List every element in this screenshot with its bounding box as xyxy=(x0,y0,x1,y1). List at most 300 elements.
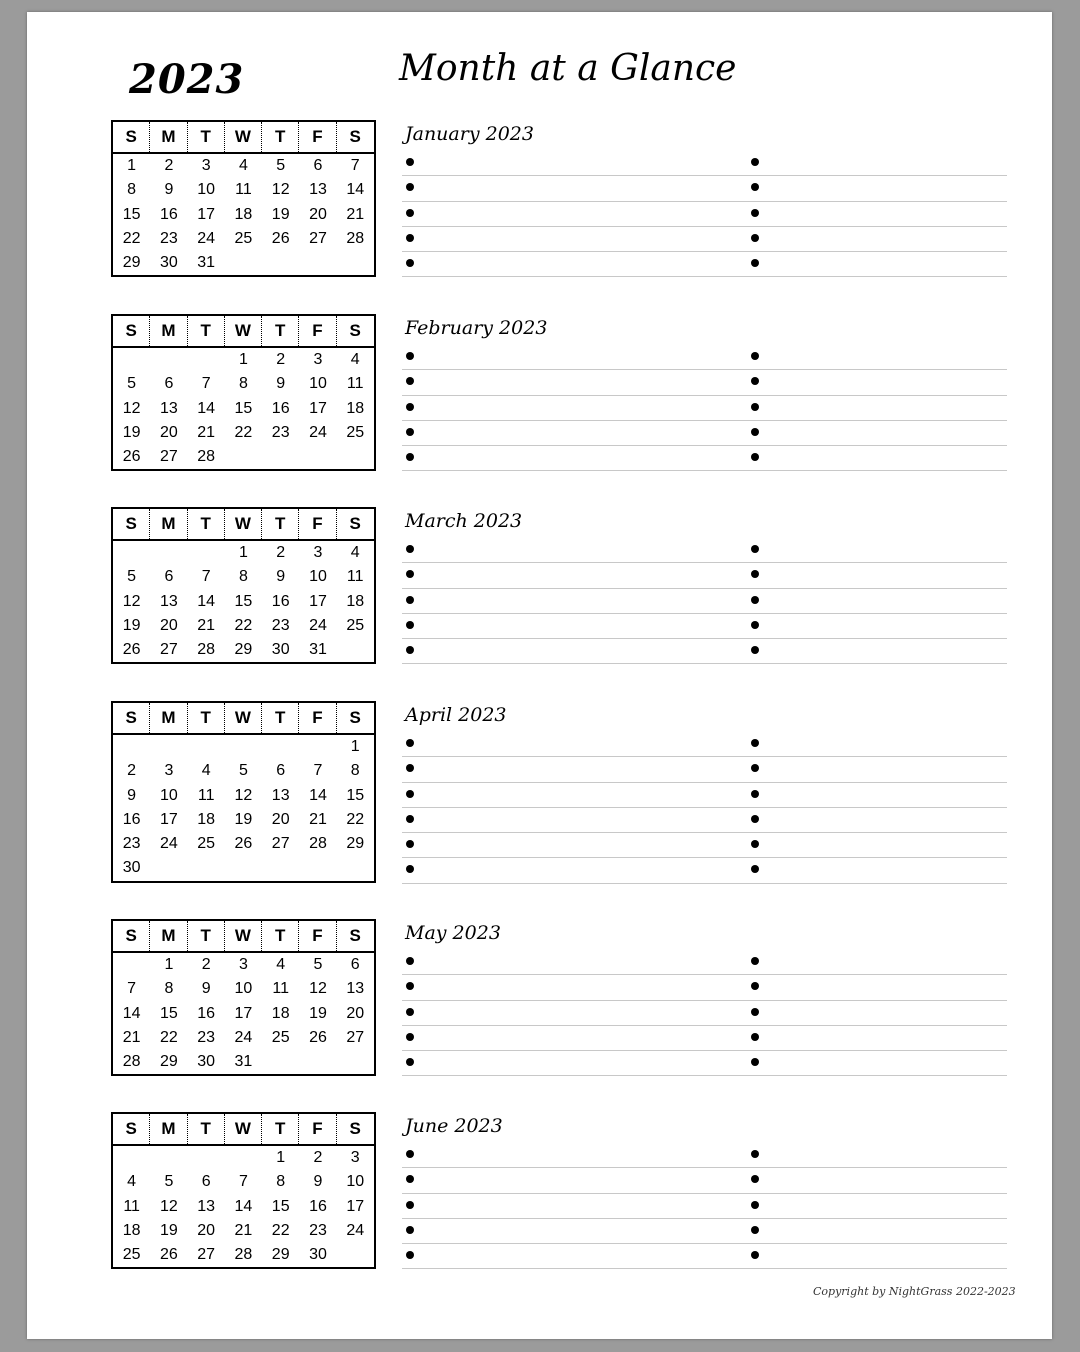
calendar-day: 11 xyxy=(272,980,289,998)
note-line xyxy=(402,1219,1007,1244)
calendar-week-row xyxy=(113,1146,374,1170)
calendar-day: 19 xyxy=(122,616,141,634)
calendar-day: 27 xyxy=(197,1246,216,1264)
calendar-day: 12 xyxy=(271,181,290,199)
calendar-day: 15 xyxy=(271,1197,290,1215)
calendar-day: 12 xyxy=(234,786,253,804)
calendar-day: 22 xyxy=(122,229,141,247)
bullet-icon xyxy=(406,1058,414,1066)
calendar-day xyxy=(150,856,187,880)
bullet-icon xyxy=(406,790,414,798)
calendar-day: 7 xyxy=(238,1173,248,1191)
calendar-day: 1 xyxy=(238,351,248,368)
bullet-icon xyxy=(751,1033,759,1041)
calendar-day xyxy=(113,1146,150,1170)
bullet-icon xyxy=(406,234,414,242)
calendar-day: 3 xyxy=(313,351,323,368)
weekday-label: S xyxy=(349,1119,361,1138)
weekday-header xyxy=(113,316,374,348)
bullet-icon xyxy=(406,259,414,267)
note-line xyxy=(402,252,1007,277)
calendar-day: 3 xyxy=(313,544,323,561)
calendar-day xyxy=(299,856,336,880)
calendar-day: 4 xyxy=(350,544,360,561)
bullet-icon xyxy=(751,764,759,772)
calendar-day: 26 xyxy=(309,1028,327,1046)
note-line xyxy=(402,396,1007,421)
calendar-day: 16 xyxy=(197,1004,216,1022)
calendar-day xyxy=(337,251,374,275)
calendar-day: 26 xyxy=(271,229,290,247)
calendar-day: 2 xyxy=(276,351,286,368)
note-line xyxy=(402,176,1007,201)
month-title: January 2023 xyxy=(405,123,534,145)
calendar-day: 9 xyxy=(313,1173,323,1191)
calendar-week-row xyxy=(113,348,374,372)
calendar-day: 13 xyxy=(346,980,365,998)
calendar-day: 27 xyxy=(271,835,290,853)
calendar-day: 6 xyxy=(201,1173,211,1191)
weekday-label: S xyxy=(113,509,150,539)
calendar-day: 16 xyxy=(309,1197,327,1215)
calendar-day: 6 xyxy=(276,762,286,780)
calendar-day xyxy=(337,856,374,880)
calendar-day: 7 xyxy=(201,375,211,393)
calendar-day: 17 xyxy=(234,1004,253,1022)
calendar-day: 5 xyxy=(127,375,137,393)
note-line xyxy=(402,808,1007,833)
calendar-day: 16 xyxy=(271,399,290,417)
calendar-day: 12 xyxy=(122,592,141,610)
bullet-icon xyxy=(406,183,414,191)
bullet-icon xyxy=(406,815,414,823)
calendar-day: 12 xyxy=(309,980,327,998)
weekday-label: F xyxy=(299,1114,336,1144)
bullet-icon xyxy=(406,840,414,848)
calendar-day: 24 xyxy=(346,1221,365,1239)
note-line xyxy=(402,1051,1007,1076)
calendar-day: 14 xyxy=(122,1004,141,1022)
calendar-day: 23 xyxy=(122,835,141,853)
bullet-icon xyxy=(406,428,414,436)
calendar-day: 31 xyxy=(309,641,327,659)
notes-lines xyxy=(402,151,1007,277)
weekday-label: S xyxy=(349,926,361,945)
calendar-day: 6 xyxy=(164,568,174,586)
note-line xyxy=(402,202,1007,227)
bullet-icon xyxy=(406,1150,414,1158)
weekday-label: T xyxy=(262,1114,299,1144)
notes-lines xyxy=(402,950,1007,1076)
calendar-day xyxy=(299,251,336,275)
bullet-icon xyxy=(406,957,414,965)
calendar-day: 7 xyxy=(127,980,137,998)
bullet-icon xyxy=(751,596,759,604)
bullet-icon xyxy=(751,646,759,654)
calendar-week-row xyxy=(113,1243,374,1267)
calendar-day: 23 xyxy=(160,229,178,247)
calendar-day: 28 xyxy=(346,229,365,247)
weekday-label: T xyxy=(188,703,225,733)
calendar-day xyxy=(299,735,336,759)
calendar-day: 22 xyxy=(234,616,253,634)
calendar-week-row xyxy=(113,1219,374,1243)
calendar-day: 4 xyxy=(350,351,360,368)
calendar-day: 2 xyxy=(127,762,137,780)
calendar-day: 2 xyxy=(201,956,211,973)
calendar-day: 14 xyxy=(197,592,216,610)
weekday-header xyxy=(113,509,374,541)
calendar-day: 30 xyxy=(309,1246,327,1264)
calendar-day: 1 xyxy=(350,738,360,755)
bullet-icon xyxy=(751,183,759,191)
mini-calendar xyxy=(111,701,376,883)
calendar-day: 10 xyxy=(234,980,253,998)
calendar-day: 28 xyxy=(234,1246,253,1264)
bullet-icon xyxy=(751,570,759,578)
calendar-day xyxy=(188,856,225,880)
bullet-icon xyxy=(751,428,759,436)
calendar-day: 23 xyxy=(197,1028,216,1046)
notes-lines xyxy=(402,732,1007,884)
calendar-day: 18 xyxy=(346,592,365,610)
notes-lines xyxy=(402,1143,1007,1269)
calendar-day: 27 xyxy=(346,1028,365,1046)
calendar-week-row xyxy=(113,178,374,202)
calendar-day: 30 xyxy=(271,641,290,659)
calendar-day: 10 xyxy=(160,786,178,804)
weekday-label: F xyxy=(299,921,336,951)
calendar-day xyxy=(188,735,225,759)
calendar-day: 31 xyxy=(197,254,216,272)
calendar-day: 22 xyxy=(160,1028,178,1046)
bullet-icon xyxy=(406,352,414,360)
calendar-week-row xyxy=(113,565,374,589)
bullet-icon xyxy=(406,453,414,461)
calendar-day: 14 xyxy=(197,399,216,417)
calendar-day: 28 xyxy=(122,1053,141,1071)
weekday-label: W xyxy=(225,509,262,539)
calendar-week-row xyxy=(113,638,374,662)
calendar-day: 29 xyxy=(160,1053,178,1071)
calendar-week-row xyxy=(113,1002,374,1026)
calendar-day: 13 xyxy=(160,592,178,610)
month-title: April 2023 xyxy=(405,704,507,726)
calendar-day: 22 xyxy=(234,423,253,441)
calendar-day: 24 xyxy=(197,229,216,247)
weekday-label: S xyxy=(113,703,150,733)
calendar-day: 16 xyxy=(271,592,290,610)
note-line xyxy=(402,589,1007,614)
weekday-label: W xyxy=(225,1114,262,1144)
calendar-day xyxy=(262,735,299,759)
calendar-day: 7 xyxy=(201,568,211,586)
calendar-week-row xyxy=(113,372,374,396)
calendar-day: 26 xyxy=(234,835,253,853)
weekday-label: S xyxy=(349,708,361,727)
notes-lines xyxy=(402,345,1007,471)
calendar-day: 7 xyxy=(350,157,360,174)
calendar-day xyxy=(113,735,150,759)
bullet-icon xyxy=(406,739,414,747)
weekday-label: T xyxy=(262,316,299,346)
weekday-label: T xyxy=(188,316,225,346)
bullet-icon xyxy=(751,1226,759,1234)
note-line xyxy=(402,563,1007,588)
calendar-day: 17 xyxy=(309,592,327,610)
calendar-day: 29 xyxy=(122,254,141,272)
bullet-icon xyxy=(406,1226,414,1234)
calendar-week-row xyxy=(113,735,374,759)
calendar-week-row xyxy=(113,856,374,880)
calendar-day: 18 xyxy=(122,1221,141,1239)
calendar-day: 20 xyxy=(160,616,178,634)
note-line xyxy=(402,1168,1007,1193)
weekday-label: T xyxy=(188,1114,225,1144)
bullet-icon xyxy=(406,209,414,217)
note-line xyxy=(402,858,1007,883)
weekday-label: W xyxy=(225,122,262,152)
calendar-day: 1 xyxy=(164,956,174,973)
calendar-week-row xyxy=(113,590,374,614)
calendar-day: 22 xyxy=(271,1221,290,1239)
note-line xyxy=(402,732,1007,757)
calendar-day: 3 xyxy=(350,1149,360,1166)
calendar-day: 8 xyxy=(127,181,137,199)
calendar-day: 10 xyxy=(309,568,327,586)
calendar-day: 28 xyxy=(197,641,216,659)
bullet-icon xyxy=(406,1175,414,1183)
bullet-icon xyxy=(751,403,759,411)
calendar-day: 30 xyxy=(122,859,141,877)
month-title: February 2023 xyxy=(405,317,548,339)
calendar-day: 4 xyxy=(127,1173,137,1191)
calendar-day: 8 xyxy=(238,375,248,393)
calendar-day: 9 xyxy=(201,980,211,998)
weekday-label: W xyxy=(225,316,262,346)
calendar-day: 22 xyxy=(346,810,365,828)
calendar-day: 1 xyxy=(127,157,137,174)
note-line xyxy=(402,538,1007,563)
calendar-day: 26 xyxy=(122,448,141,466)
weekday-label: S xyxy=(113,1114,150,1144)
calendar-day xyxy=(225,735,262,759)
bullet-icon xyxy=(406,1201,414,1209)
calendar-day: 5 xyxy=(238,762,248,780)
calendar-week-row xyxy=(113,953,374,977)
weekday-label: S xyxy=(113,122,150,152)
bullet-icon xyxy=(406,646,414,654)
calendar-day: 23 xyxy=(271,616,290,634)
calendar-day xyxy=(113,541,150,565)
calendar-day: 6 xyxy=(350,956,360,973)
calendar-day: 8 xyxy=(164,980,174,998)
calendar-day: 30 xyxy=(160,254,178,272)
calendar-week-row xyxy=(113,154,374,178)
bullet-icon xyxy=(751,840,759,848)
calendar-day: 28 xyxy=(309,835,327,853)
calendar-day: 21 xyxy=(122,1028,141,1046)
note-line xyxy=(402,1244,1007,1269)
calendar-day: 15 xyxy=(234,592,253,610)
calendar-day: 27 xyxy=(309,229,327,247)
note-line xyxy=(402,639,1007,664)
weekday-label: S xyxy=(349,127,361,146)
calendar-day: 19 xyxy=(309,1004,327,1022)
calendar-day: 19 xyxy=(271,205,290,223)
calendar-day: 13 xyxy=(271,786,290,804)
calendar-day xyxy=(337,1243,374,1267)
calendar-day: 23 xyxy=(309,1221,327,1239)
calendar-day: 18 xyxy=(234,205,253,223)
calendar-week-row xyxy=(113,784,374,808)
weekday-label: M xyxy=(150,703,187,733)
calendar-day: 12 xyxy=(160,1197,178,1215)
calendar-day: 11 xyxy=(346,375,364,393)
weekday-label: W xyxy=(225,703,262,733)
calendar-week-row xyxy=(113,759,374,783)
calendar-week-row xyxy=(113,1050,374,1074)
bullet-icon xyxy=(406,596,414,604)
calendar-day: 31 xyxy=(234,1053,253,1071)
bullet-icon xyxy=(406,403,414,411)
calendar-day: 14 xyxy=(346,181,365,199)
calendar-day: 19 xyxy=(160,1221,178,1239)
note-line xyxy=(402,1001,1007,1026)
calendar-day: 25 xyxy=(346,616,365,634)
calendar-day xyxy=(337,445,374,469)
note-line xyxy=(402,345,1007,370)
calendar-day: 25 xyxy=(346,423,365,441)
mini-calendar xyxy=(111,314,376,471)
calendar-day: 21 xyxy=(197,423,216,441)
calendar-day: 8 xyxy=(276,1173,286,1191)
calendar-day xyxy=(188,348,225,372)
weekday-label: M xyxy=(150,921,187,951)
note-line xyxy=(402,1026,1007,1051)
calendar-day: 2 xyxy=(276,544,286,561)
calendar-day: 24 xyxy=(160,835,178,853)
mini-calendar xyxy=(111,1112,376,1269)
bullet-icon xyxy=(406,158,414,166)
calendar-day: 8 xyxy=(238,568,248,586)
calendar-day: 8 xyxy=(350,762,360,780)
bullet-icon xyxy=(406,1251,414,1259)
calendar-day: 2 xyxy=(313,1149,323,1166)
calendar-day: 6 xyxy=(164,375,174,393)
calendar-week-row xyxy=(113,421,374,445)
bullet-icon xyxy=(406,570,414,578)
calendar-day: 24 xyxy=(309,616,327,634)
calendar-day: 4 xyxy=(238,157,248,174)
calendar-day: 3 xyxy=(201,157,211,174)
calendar-day xyxy=(262,1050,299,1074)
weekday-label: F xyxy=(299,509,336,539)
calendar-day: 7 xyxy=(313,762,323,780)
calendar-day: 27 xyxy=(160,641,178,659)
note-line xyxy=(402,370,1007,395)
calendar-day: 19 xyxy=(122,423,141,441)
calendar-day xyxy=(113,953,150,977)
calendar-day xyxy=(299,1050,336,1074)
calendar-week-row xyxy=(113,203,374,227)
copyright-notice: Copyright by NightGrass 2022-2023 xyxy=(813,1285,1016,1298)
calendar-day: 13 xyxy=(309,181,327,199)
weekday-label: W xyxy=(225,921,262,951)
calendar-day xyxy=(225,445,262,469)
bullet-icon xyxy=(751,1175,759,1183)
calendar-week-row xyxy=(113,227,374,251)
calendar-week-row xyxy=(113,1170,374,1194)
weekday-label: T xyxy=(262,703,299,733)
calendar-day: 17 xyxy=(197,205,216,223)
bullet-icon xyxy=(751,790,759,798)
weekday-label: M xyxy=(150,122,187,152)
calendar-day: 10 xyxy=(197,181,216,199)
weekday-label: T xyxy=(262,509,299,539)
calendar-day: 25 xyxy=(197,835,216,853)
calendar-day: 29 xyxy=(271,1246,290,1264)
bullet-icon xyxy=(406,1033,414,1041)
bullet-icon xyxy=(406,377,414,385)
calendar-day: 24 xyxy=(309,423,327,441)
calendar-day xyxy=(188,541,225,565)
calendar-day: 13 xyxy=(197,1197,216,1215)
calendar-day: 14 xyxy=(234,1197,253,1215)
calendar-day: 5 xyxy=(313,956,323,973)
calendar-day: 20 xyxy=(346,1004,365,1022)
calendar-day: 15 xyxy=(234,399,253,417)
weekday-header xyxy=(113,921,374,953)
calendar-day: 12 xyxy=(122,399,141,417)
weekday-label: F xyxy=(299,122,336,152)
calendar-day: 23 xyxy=(271,423,290,441)
bullet-icon xyxy=(751,1201,759,1209)
planner-page xyxy=(27,12,1052,1339)
weekday-label: M xyxy=(150,509,187,539)
calendar-day: 27 xyxy=(160,448,178,466)
note-line xyxy=(402,950,1007,975)
calendar-week-row xyxy=(113,251,374,275)
calendar-day: 3 xyxy=(164,762,174,780)
month-title: March 2023 xyxy=(405,510,523,532)
weekday-label: S xyxy=(349,514,361,533)
bullet-icon xyxy=(751,621,759,629)
calendar-day: 17 xyxy=(309,399,327,417)
weekday-label: T xyxy=(188,509,225,539)
calendar-day: 25 xyxy=(122,1246,141,1264)
month-title: June 2023 xyxy=(405,1115,503,1137)
calendar-day xyxy=(337,1050,374,1074)
calendar-day: 28 xyxy=(197,448,216,466)
note-line xyxy=(402,975,1007,1000)
bullet-icon xyxy=(751,1058,759,1066)
calendar-day: 15 xyxy=(346,786,365,804)
calendar-day: 18 xyxy=(197,810,216,828)
calendar-week-row xyxy=(113,808,374,832)
bullet-icon xyxy=(751,815,759,823)
calendar-week-row xyxy=(113,614,374,638)
calendar-day: 24 xyxy=(234,1028,253,1046)
calendar-day xyxy=(262,251,299,275)
calendar-day xyxy=(150,541,187,565)
bullet-icon xyxy=(406,982,414,990)
mini-calendar xyxy=(111,120,376,277)
calendar-day: 1 xyxy=(238,544,248,561)
weekday-label: S xyxy=(349,321,361,340)
bullet-icon xyxy=(751,209,759,217)
calendar-day: 20 xyxy=(309,205,327,223)
